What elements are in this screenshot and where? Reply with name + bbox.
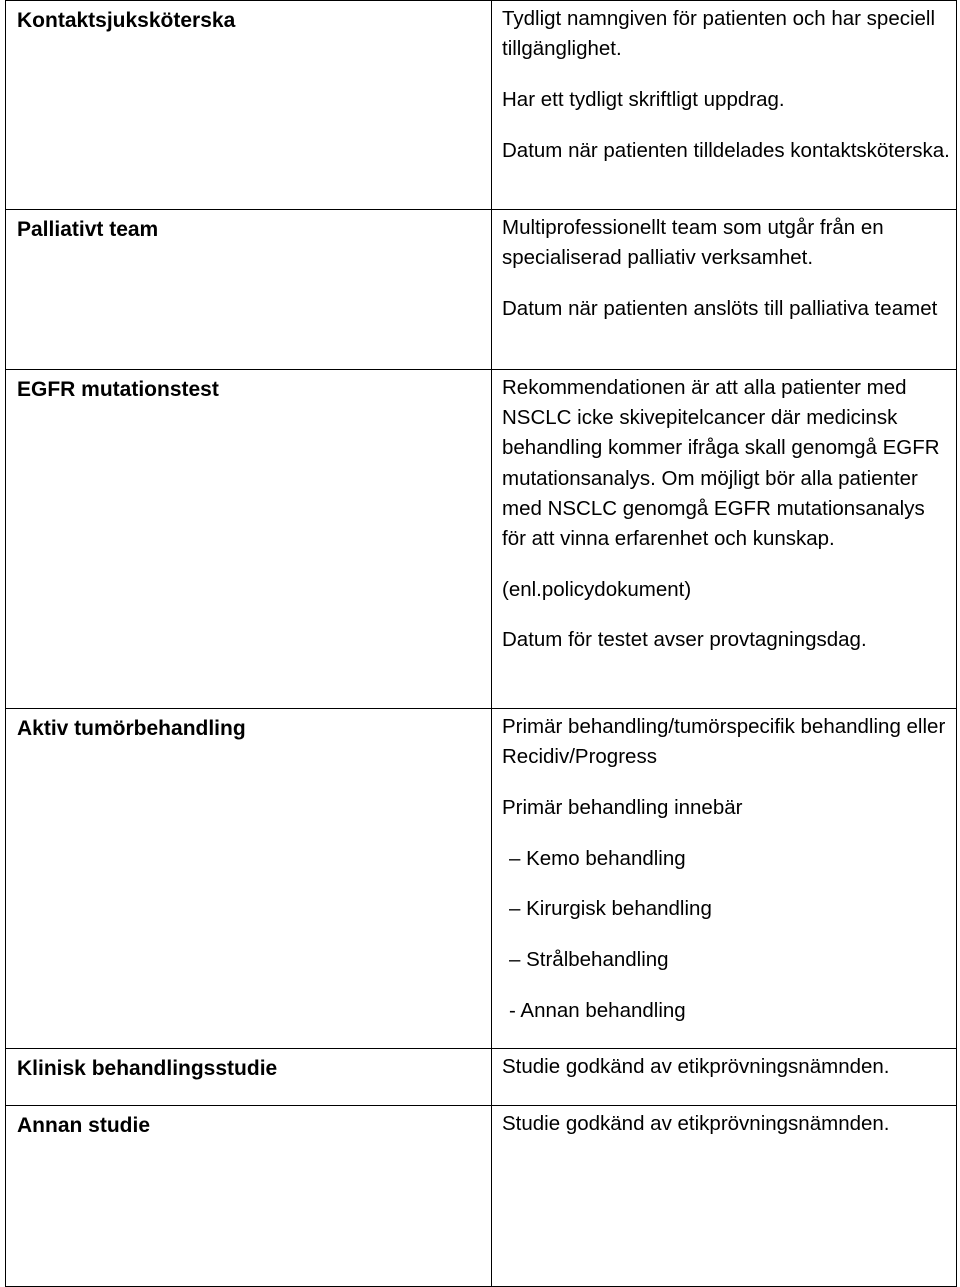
term-label: Klinisk behandlingsstudie [17, 1057, 278, 1080]
table-row [6, 709, 957, 1049]
term-label: Annan studie [17, 1114, 151, 1137]
term-label: Kontaktsjuksköterska [17, 9, 236, 32]
list-item: – Kemo behandling [509, 846, 686, 870]
description-text: Rekommendationen är att alla patienter med NSCLC icke skivepitelcancer där medicinsk behandling kommer ifråga skall genomgå EGFR mutationsanalys. Om möjligt bör alla patienter med NSCLC genomgå EGFR mutationsanalys för att vinna erfarenhet och kunskap. [502, 376, 940, 551]
term-cell [6, 709, 492, 1049]
description-text: Tydligt namngiven för patienten och har speciell tillgänglighet. [502, 7, 936, 61]
description-text: Datum för testet avser provtagningsdag. [502, 628, 867, 652]
term-label: EGFR mutationstest [17, 378, 219, 401]
list-item: – Kirurgisk behandling [509, 897, 712, 921]
table-row [6, 210, 957, 370]
description-cell [492, 1049, 957, 1106]
description-cell [492, 370, 957, 709]
description-cell [492, 709, 957, 1049]
description-text: (enl.policydokument) [502, 577, 692, 601]
description-text: Primär behandling innebär [502, 795, 743, 819]
description-text: Datum när patienten anslöts till palliativa teamet [502, 296, 938, 320]
definitions-table [5, 0, 957, 1287]
description-text: Datum när patienten tilldelades kontaktsköterska. [502, 138, 950, 162]
description-text: Studie godkänd av etikprövningsnämnden. [502, 1112, 890, 1135]
term-label: Palliativt team [17, 218, 159, 241]
description-text: Multiprofessionellt team som utgår från en specialiserad palliativ verksamhet. [502, 216, 884, 270]
term-cell [6, 1106, 492, 1287]
description-cell [492, 1106, 957, 1287]
term-cell [6, 210, 492, 370]
table-row [6, 1106, 957, 1287]
term-cell [6, 370, 492, 709]
description-text: Studie godkänd av etikprövningsnämnden. [502, 1055, 890, 1078]
term-cell [6, 1, 492, 210]
list-item: – Strålbehandling [509, 948, 669, 972]
description-text: Har ett tydligt skriftligt uppdrag. [502, 87, 785, 111]
table-row [6, 370, 957, 709]
description-cell [492, 210, 957, 370]
term-label: Aktiv tumörbehandling [17, 717, 246, 740]
table-row [6, 1, 957, 210]
table-row [6, 1049, 957, 1106]
list-item: - Annan behandling [509, 998, 686, 1022]
description-text: Primär behandling/tumörspecifik behandling eller Recidiv/Progress [502, 715, 946, 769]
term-cell [6, 1049, 492, 1106]
description-cell [492, 1, 957, 210]
